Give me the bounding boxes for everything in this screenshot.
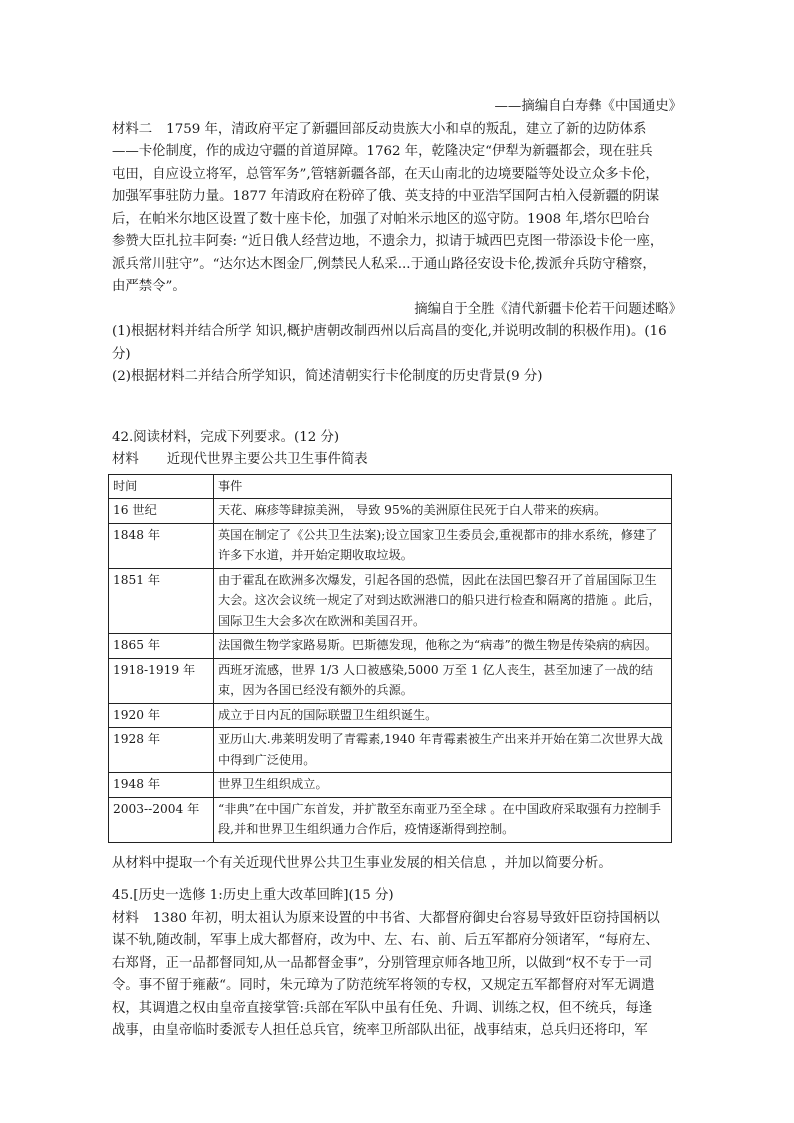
row-time: 1848 年 <box>109 523 214 568</box>
question-45-heading: 45.[历史一选修 1:历史上重大改革回眸](15 分) <box>112 888 394 903</box>
table-row <box>109 499 672 524</box>
question-45-line-2: 谋不轨,随改制，军事上成大都督府，改为中、左、右、前、后五军都府分领诸军，“每府左、 <box>112 933 659 948</box>
table-row <box>109 658 672 703</box>
material2-line-4: 加强军事驻防力量。1877 年清政府在粉碎了俄、英支持的中亚浩罕国阿古柏入侵新疆的阴谋 <box>112 189 660 204</box>
question-45-line-6: 战事，由皇帝临时委派专人担任总兵官，统率卫所部队出征，战事结束，总兵归还将印，军 <box>112 1023 648 1038</box>
material2-line-2: ——卡伦制度，作的成边守疆的首道屏障。1762 年，乾隆决定“伊犁为新疆都会，现在驻兵 <box>112 144 653 159</box>
row-event: 亚历山大.弗莱明发明了青霉素,1940 年青霉素被生产出来并开始在第二次世界大战中得到广泛使用。 <box>214 728 672 773</box>
material2-line-1: 材料二 1759 年，清政府平定了新疆回部反动贵族大小和卓的叛乱，建立了新的边防体系 <box>112 121 647 137</box>
row-time: 1948 年 <box>109 773 214 798</box>
material2-label: 材料二 <box>112 121 153 137</box>
question-45-line-1: 材料 1380 年初，明太祖认为原来设置的中书省、大都督府御史台容易导致奸臣窃持国柄以 <box>112 910 660 926</box>
material2-line-3: 屯田，自应设立将军，总管军务”,管辖新疆各部，在天山南北的边境要隘等处设立众多卡伦， <box>112 166 659 182</box>
row-event: 成立于日内瓦的国际联盟卫生组织诞生。 <box>214 703 672 728</box>
material2-line-8: 由严禁令”。 <box>112 279 186 294</box>
material1-source: ——摘编自白寿彝《中国通史》 <box>494 99 682 114</box>
question-42-prompt: 从材料中提取一个有关近现代世界公共卫生事业发展的相关信息 ，并加以简要分析。 <box>112 855 612 871</box>
question-45-line-4: 令。事不留于雍蔽“。同时，朱元璋为了防范统军将领的专权，又规定五军都督府对军无调遣 <box>112 978 655 993</box>
question-42-material-title: 材料 近现代世界主要公共卫生事件简表 <box>112 452 368 467</box>
table-row <box>109 703 672 728</box>
material2-source: 摘编自于全胜《清代新疆卡伦若干问题述略》 <box>414 301 682 317</box>
row-time: 1920 年 <box>109 703 214 728</box>
row-event: 法国微生物学家路易斯。巴斯德发现，他称之为“病毒”的微生物是传染病的病因。 <box>214 634 672 659</box>
table-row <box>109 523 672 568</box>
row-event: “非典”在中国广东首发，并扩散至东南亚乃至全球 。在中国政府采取强有力控制手段,并和世界卫生组织通力合作后，疫情逐渐得到控制。 <box>214 797 672 842</box>
row-event: 英国在制定了《公共卫生法案);设立国家卫生委员会,重视都市的排水系统，修建了许多下水道，并开始定期收取垃圾。 <box>214 523 672 568</box>
material2-line-5: 后，在帕米尔地区设置了数十座卡伦，加强了对帕米示地区的巡守防。1908 年,塔尔巴哈台 <box>112 211 651 227</box>
question-45-line-3: 右郑肾，正一品都督同知,从一品都督金事”，分别管理京师各地卫所，以做到“权不专于一司 <box>112 955 653 971</box>
question-42-heading: 42.阅读材料，完成下列要求。(12 分) <box>112 429 340 445</box>
table-row <box>109 773 672 798</box>
question-41-1: (1)根据材料并结合所学 知识,概护唐朝改制西州以后高昌的变化,并说明改制的积极作用)。(16 <box>112 324 667 339</box>
question-41-2: (2)根据材料二并结合所学知识，简述清朝实行卡伦制度的历史背景(9 分) <box>112 369 543 384</box>
question-45-label: 材料 <box>112 910 139 926</box>
row-time: 16 世纪 <box>109 499 214 524</box>
table-row <box>109 568 672 634</box>
table-row <box>109 728 672 773</box>
question-41-1-cont: 分) <box>112 346 131 362</box>
row-event: 天花、麻疹等肆掠美洲， 导致 95%的美洲原住民死于白人带来的疾病。 <box>214 499 672 524</box>
row-time: 1928 年 <box>109 728 214 773</box>
row-time: 2003--2004 年 <box>109 797 214 842</box>
table-row <box>109 634 672 659</box>
question-45-line-5: 权，其调遣之权由皇帝直接掌管:兵部在军队中虽有任免、升调、训练之权，但不统兵，每逢 <box>112 1000 653 1016</box>
row-event: 世界卫生组织成立。 <box>214 773 672 798</box>
header-event: 事件 <box>214 474 672 499</box>
table-header-row <box>109 474 672 499</box>
header-time: 时间 <box>109 474 214 499</box>
table-row <box>109 797 672 842</box>
row-time: 1865 年 <box>109 634 214 659</box>
material2-line-6: 参赞大臣扎拉丰阿奏: “近日俄人经营边地，不遗余力，拟请于城西巴克图一带添设卡伦一座， <box>112 234 664 249</box>
material2-line-7: 派兵常川驻守”。“达尔达木图金厂,例禁民人私采...于通山路径安设卡伦,拨派弁兵防守稽察， <box>112 256 656 272</box>
row-event: 由于霍乱在欧洲多次爆发，引起各国的恐慌，因此在法国巴黎召开了首届国际卫生大会。这次会议统一规定了对到达欧洲港口的船只进行检查和隔离的措施 。此后，国际卫生大会多次在欧洲和美国召开。 <box>214 568 672 634</box>
row-event: 西班牙流感，世界 1/3 人口被感染,5000 万至 1 亿人丧生，甚至加速了一战的结束，因为各国已经没有额外的兵源。 <box>214 658 672 703</box>
document-page <box>112 96 682 1043</box>
row-time: 1851 年 <box>109 568 214 634</box>
row-time: 1918-1919 年 <box>109 658 214 703</box>
public-health-events-table <box>108 474 672 843</box>
